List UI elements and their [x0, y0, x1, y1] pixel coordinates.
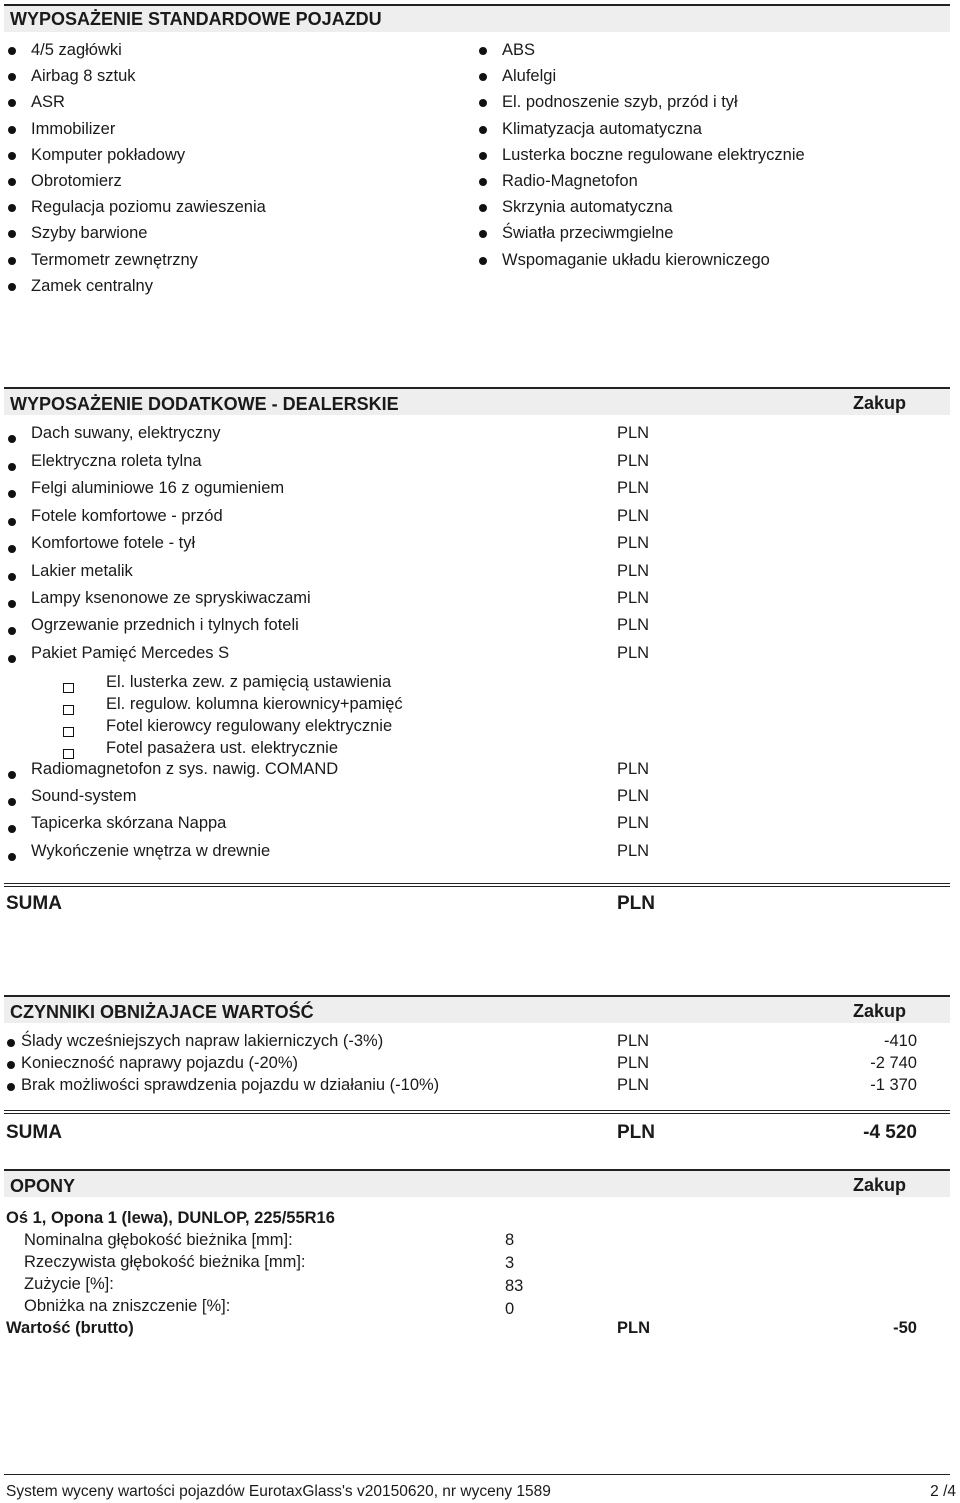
tire-row-value: 8 [505, 1231, 515, 1249]
list-item: Klimatyzacja automatyczna [502, 120, 702, 138]
factors-suma-currency: PLN [617, 1122, 655, 1143]
currency: PLN [617, 1032, 650, 1050]
dealer-header-bar [4, 387, 950, 415]
value: -410 [883, 1032, 917, 1050]
tire-row-label: Nominalna głębokość bieżnika [mm]: [24, 1231, 293, 1249]
bullet-icon [479, 204, 487, 212]
list-item: Obrotomierz [31, 172, 122, 190]
list-item: Tapicerka skórzana Nappa [31, 814, 227, 832]
bullet-icon [8, 573, 16, 581]
list-item: Zamek centralny [31, 277, 153, 295]
bullet-icon [8, 47, 16, 55]
list-item: Immobilizer [31, 120, 116, 138]
bullet-icon [8, 655, 16, 663]
tire-row-label: Zużycie [%]: [24, 1275, 114, 1293]
currency: PLN [617, 562, 650, 580]
bullet-icon [8, 178, 16, 186]
list-item: Wykończenie wnętrza w drewnie [31, 842, 271, 860]
bullet-icon [8, 73, 16, 81]
checkbox-square-icon [63, 683, 74, 693]
list-item: Ślady wcześniejszych napraw lakierniczych (-3%) [21, 1032, 384, 1050]
list-item: Ogrzewanie przednich i tylnych foteli [31, 616, 299, 634]
list-item: Skrzynia automatyczna [502, 198, 673, 216]
bullet-icon [8, 545, 16, 553]
checkbox-square-icon [63, 749, 74, 759]
bullet-icon [8, 204, 16, 212]
list-item: Lakier metalik [31, 562, 133, 580]
tires-header-bar [4, 1169, 950, 1197]
checkbox-square-icon [63, 705, 74, 715]
currency: PLN [617, 616, 650, 634]
dealer-title: WYPOSAŻENIE DODATKOWE - DEALERSKIE [10, 394, 399, 414]
list-item: Regulacja poziomu zawieszenia [31, 198, 266, 216]
divider [4, 886, 950, 887]
bullet-icon [7, 1039, 15, 1047]
bullet-icon [7, 1083, 15, 1091]
currency: PLN [617, 534, 650, 552]
bullet-icon [479, 230, 487, 238]
bullet-icon [8, 463, 16, 471]
list-item: Szyby barwione [31, 224, 148, 242]
list-item: Radiomagnetofon z sys. nawig. COMAND [31, 760, 339, 778]
divider [4, 883, 950, 884]
currency: PLN [617, 760, 650, 778]
standard-title: WYPOSAŻENIE STANDARDOWE POJAZDU [10, 9, 382, 29]
currency: PLN [617, 1054, 650, 1072]
sub-list-item: El. regulow. kolumna kierownicy+pamięć [106, 695, 403, 713]
factors-header-bar [4, 995, 950, 1023]
currency: PLN [617, 814, 650, 832]
bullet-icon [8, 152, 16, 160]
bullet-icon [8, 230, 16, 238]
bullet-icon [8, 600, 16, 608]
list-item: Radio-Magnetofon [502, 172, 638, 190]
footer-text: System wyceny wartości pojazdów EurotaxGlass's v20150620, nr wyceny 1589 [6, 1483, 551, 1500]
list-item: Wspomaganie układu kierowniczego [502, 251, 770, 269]
list-item: El. podnoszenie szyb, przód i tył [502, 93, 738, 111]
tire-row-value: 0 [505, 1300, 515, 1318]
bullet-icon [479, 126, 487, 134]
bullet-icon [8, 771, 16, 779]
bullet-icon [8, 490, 16, 498]
bullet-icon [479, 99, 487, 107]
list-item: Komputer pokładowy [31, 146, 186, 164]
list-item: Alufelgi [502, 67, 557, 85]
list-item: Konieczność naprawy pojazdu (-20%) [21, 1054, 298, 1072]
currency: PLN [617, 424, 650, 442]
bullet-icon [479, 47, 487, 55]
list-item: Dach suwany, elektryczny [31, 424, 221, 442]
value: -1 370 [870, 1076, 917, 1094]
standard-header-bar [4, 4, 950, 32]
divider [4, 1113, 950, 1114]
list-item: Termometr zewnętrzny [31, 251, 198, 269]
currency: PLN [617, 644, 650, 662]
currency: PLN [617, 452, 650, 470]
list-item: Lampy ksenonowe ze spryskiwaczami [31, 589, 311, 607]
bullet-icon [8, 99, 16, 107]
zakup-header: Zakup [852, 393, 906, 413]
factors-suma-value: -4 520 [863, 1122, 917, 1143]
bullet-icon [8, 257, 16, 265]
bullet-icon [8, 283, 16, 291]
list-item: Brak możliwości sprawdzenia pojazdu w działaniu (-10%) [21, 1076, 440, 1094]
currency: PLN [617, 1076, 650, 1094]
divider [4, 1110, 950, 1111]
page-number: 2 /4 [930, 1483, 956, 1500]
list-item: Elektryczna roleta tylna [31, 452, 202, 470]
tire-axle-heading: Oś 1, Opona 1 (lewa), DUNLOP, 225/55R16 [6, 1209, 335, 1227]
factors-suma-label: SUMA [6, 1122, 62, 1143]
bullet-icon [479, 178, 487, 186]
bullet-icon [8, 518, 16, 526]
bullet-icon [8, 627, 16, 635]
tire-row-label: Rzeczywista głębokość bieżnika [mm]: [24, 1253, 306, 1271]
bullet-icon [479, 73, 487, 81]
currency: PLN [617, 787, 650, 805]
sub-list-item: El. lusterka zew. z pamięcią ustawienia [106, 673, 392, 691]
list-item: Komfortowe fotele - tył [31, 534, 196, 552]
list-item: Sound-system [31, 787, 137, 805]
bullet-icon [8, 825, 16, 833]
currency: PLN [617, 479, 650, 497]
zakup-header: Zakup [852, 1001, 906, 1021]
zakup-header: Zakup [852, 1175, 906, 1195]
bullet-icon [8, 853, 16, 861]
tire-total-value: -50 [893, 1319, 917, 1337]
factors-title: CZYNNIKI OBNIŻAJACE WARTOŚĆ [10, 1002, 314, 1022]
bullet-icon [479, 257, 487, 265]
sub-list-item: Fotel kierowcy regulowany elektrycznie [106, 717, 393, 735]
list-item: ABS [502, 41, 536, 59]
value: -2 740 [870, 1054, 917, 1072]
tire-total-label: Wartość (brutto) [6, 1319, 134, 1337]
list-item: ASR [31, 93, 65, 111]
tires-title: OPONY [10, 1176, 76, 1196]
tire-total-currency: PLN [617, 1319, 650, 1337]
bullet-icon [8, 798, 16, 806]
sub-list-item: Fotel pasażera ust. elektrycznie [106, 739, 339, 757]
list-item: Lusterka boczne regulowane elektrycznie [502, 146, 805, 164]
currency: PLN [617, 842, 650, 860]
footer-divider [4, 1474, 950, 1475]
bullet-icon [8, 126, 16, 134]
bullet-icon [7, 1061, 15, 1069]
dealer-suma-label: SUMA [6, 893, 62, 914]
bullet-icon [479, 152, 487, 160]
checkbox-square-icon [63, 727, 74, 737]
list-item: Fotele komfortowe - przód [31, 507, 223, 525]
list-item: Felgi aluminiowe 16 z ogumieniem [31, 479, 285, 497]
tire-row-label: Obniżka na zniszczenie [%]: [24, 1297, 231, 1315]
currency: PLN [617, 589, 650, 607]
currency: PLN [617, 507, 650, 525]
bullet-icon [8, 435, 16, 443]
list-item: 4/5 zagłówki [31, 41, 122, 59]
list-item: Airbag 8 sztuk [31, 67, 136, 85]
dealer-suma-currency: PLN [617, 893, 655, 914]
tire-row-value: 3 [505, 1254, 515, 1272]
tire-row-value: 83 [505, 1277, 524, 1295]
list-item: Światła przeciwmgielne [502, 224, 674, 242]
list-item: Pakiet Pamięć Mercedes S [31, 644, 230, 662]
